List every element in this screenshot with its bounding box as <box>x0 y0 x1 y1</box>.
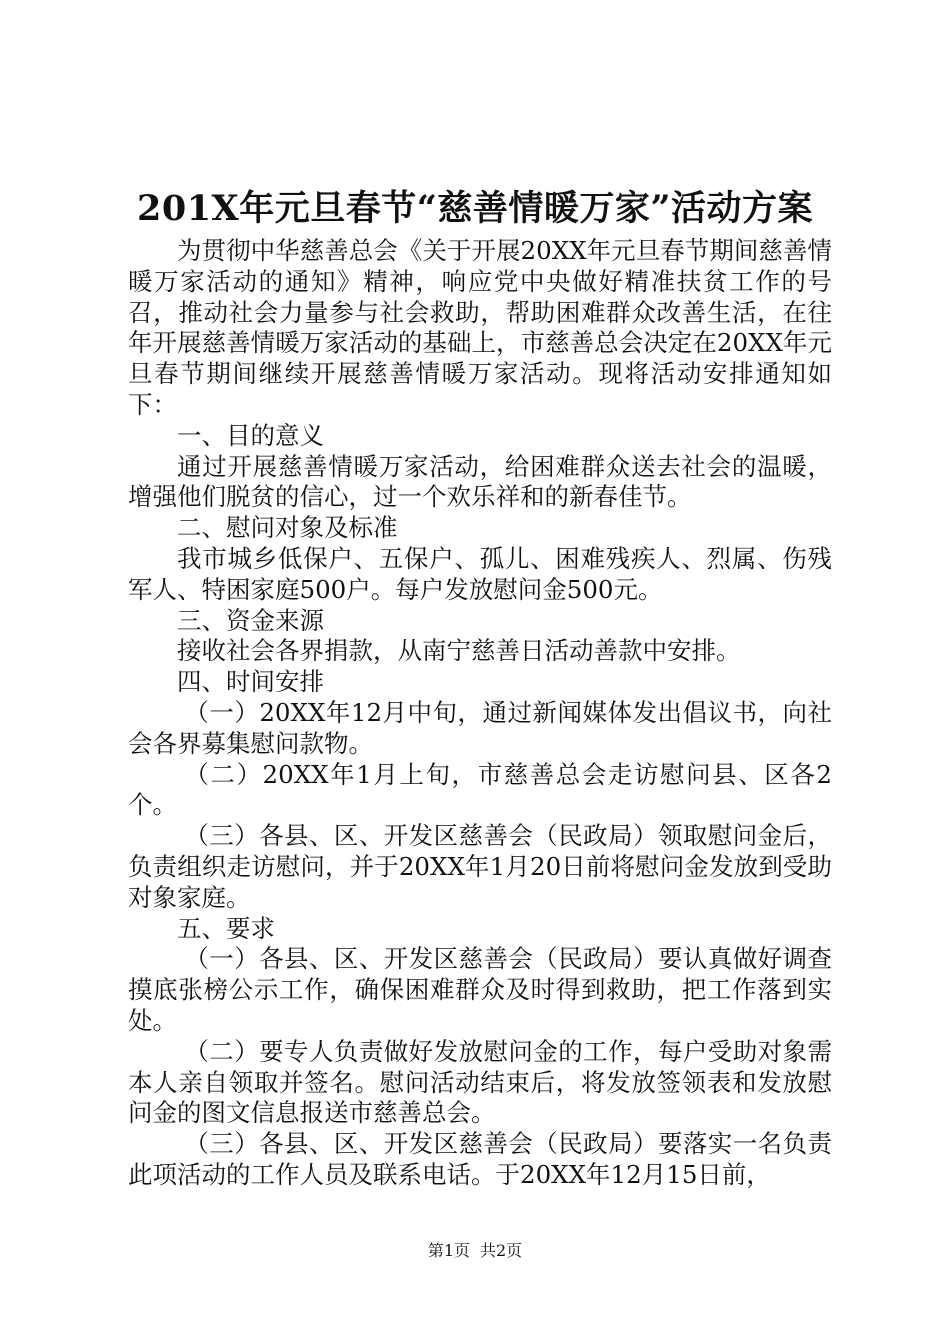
document-body <box>128 236 832 1191</box>
section-heading: 二、慰问对象及标准 <box>177 513 398 543</box>
body-paragraph: （一）20XX年12月中旬，通过新闻媒体发出倡议书，向社会各界募集慰问款物。 <box>128 697 832 758</box>
body-paragraph: （三）各县、区、开发区慈善会（民政局）要落实一名负责此项活动的工作人员及联系电话。于20XX年12月15日前， <box>128 1129 832 1189</box>
section-heading: 四、时间安排 <box>177 667 324 697</box>
body-paragraph: 通过开展慈善情暖万家活动，给困难群众送去社会的温暖，增强他们脱贫的信心，过一个欢乐祥和的新春佳节。 <box>128 451 832 512</box>
intro-paragraph: 为贯彻中华慈善总会《关于开展20XX年元旦春节期间慈善情暖万家活动的通知》精神，响应党中央做好精准扶贫工作的号召，推动社会力量参与社会救助，帮助困难群众改善生活，在往年开展慈善情暖万家活动的基础上，市慈善总会决定在20XX年元旦春节期间继续开展慈善情暖万家活动。现将活动安排通知如下： <box>128 236 832 419</box>
body-paragraph: 我市城乡低保户、五保户、孤儿、困难残疾人、烈属、伤残军人、特困家庭500户。每户发放慰问金500元。 <box>128 543 832 604</box>
page-footer <box>0 1240 950 1262</box>
body-paragraph: （三）各县、区、开发区慈善会（民政局）领取慰问金后，负责组织走访慰问，并于20XX年1月20日前将慰问金发放到受助对象家庭。 <box>128 821 832 912</box>
body-paragraph: （二）20XX年1月上旬，市慈善总会走访慰问县、区各2个。 <box>128 759 832 820</box>
section-heading: 三、资金来源 <box>177 605 324 635</box>
body-paragraph: 接收社会各界捐款，从南宁慈善日活动善款中安排。 <box>177 636 741 666</box>
page-total: 共2页 <box>480 1241 523 1260</box>
body-paragraph: （二）要专人负责做好发放慰问金的工作，每户受助对象需本人亲自领取并签名。慰问活动结束后，将发放签领表和发放慰问金的图文信息报送市慈善总会。 <box>128 1036 832 1128</box>
body-paragraph: （一）各县、区、开发区慈善会（民政局）要认真做好调查摸底张榜公示工作，确保困难群众及时得到救助，把工作落到实处。 <box>128 944 832 1035</box>
page-number: 第1页 <box>427 1241 470 1260</box>
document-title: 201X年元旦春节“慈善情暖万家”活动方案 <box>137 188 813 229</box>
section-heading: 一、目的意义 <box>177 420 324 450</box>
section-heading: 五、要求 <box>177 913 275 943</box>
